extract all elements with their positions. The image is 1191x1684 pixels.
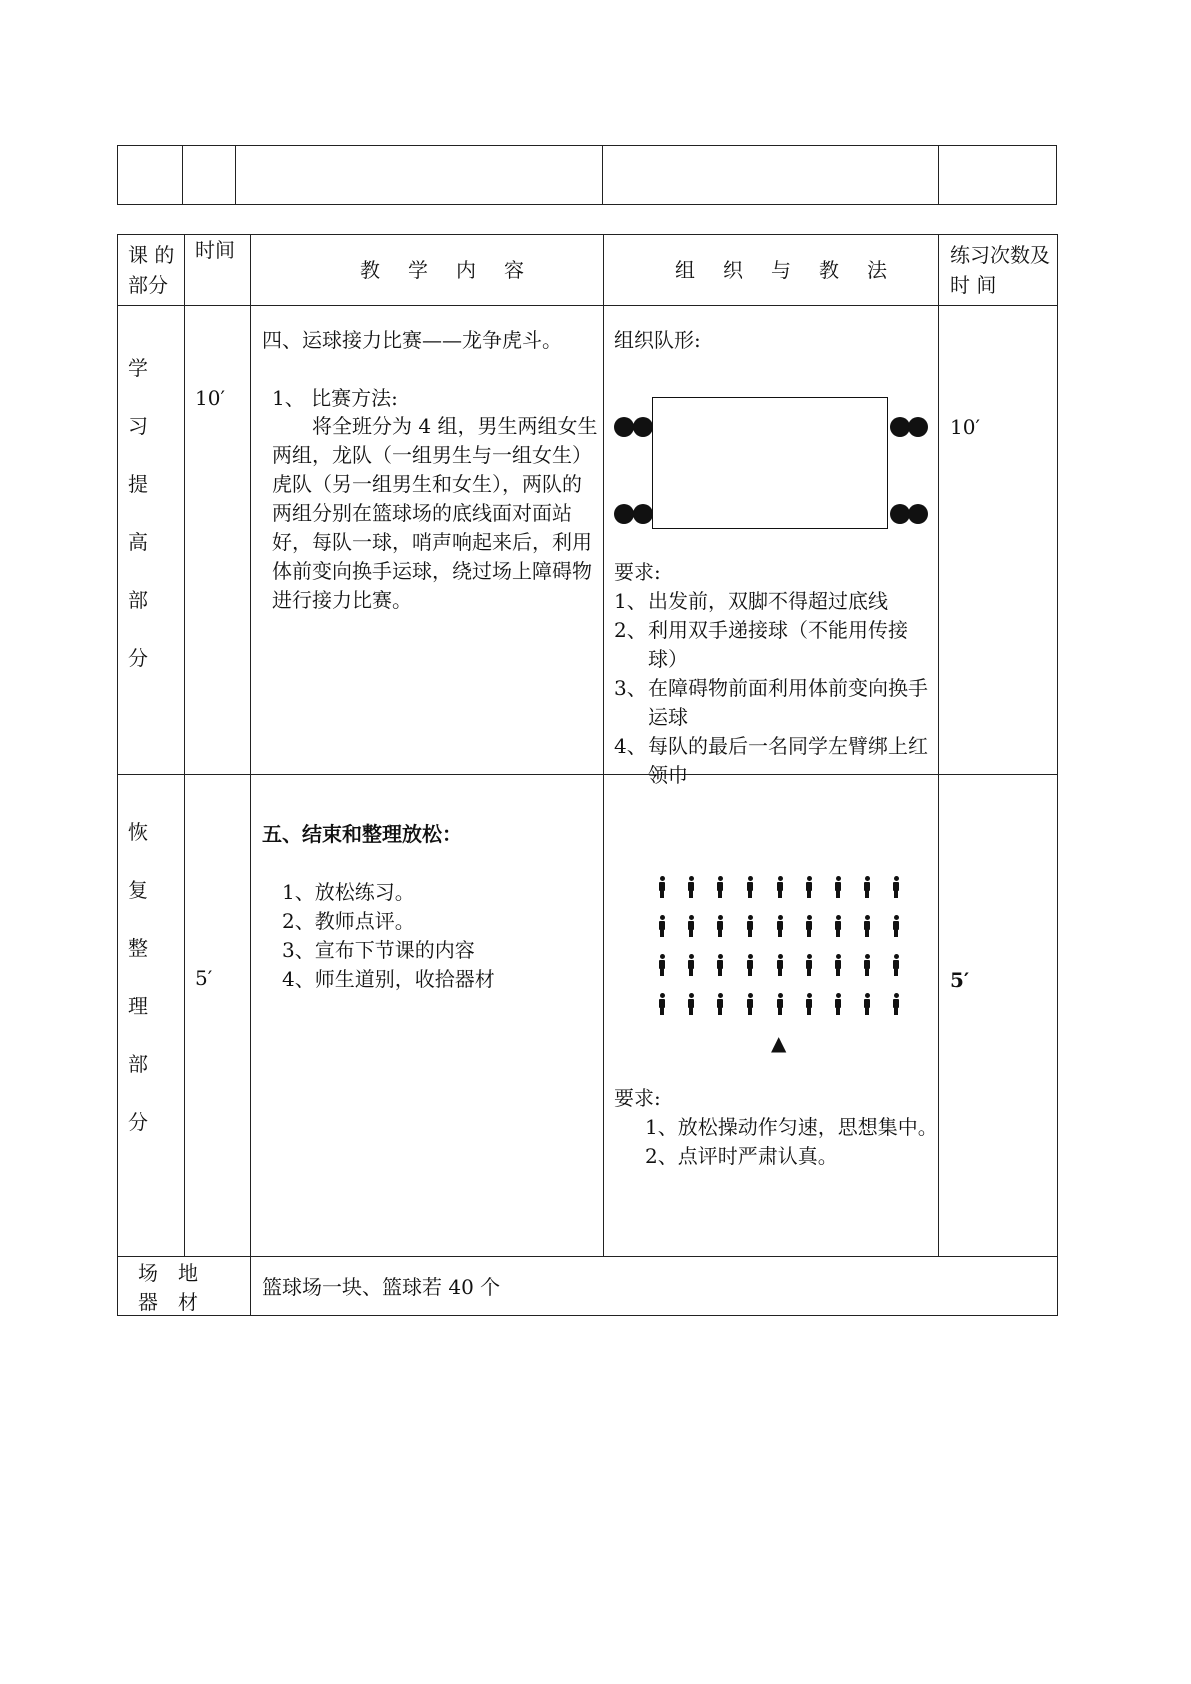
study-method-line: 两组分别在篮球场的底线面对面站 xyxy=(272,501,572,525)
player-dot xyxy=(614,417,634,437)
player-dot xyxy=(890,504,910,524)
student-icon xyxy=(686,915,696,937)
player-dot xyxy=(614,504,634,524)
student-icon xyxy=(862,993,872,1015)
recovery-item: 4、师生道别，收拾器材 xyxy=(282,967,495,991)
study-method-line: 将全班分为 4 组，男生两组女生 xyxy=(312,414,598,438)
student-icon xyxy=(775,915,785,937)
study-req-line: 利用双手递接球（不能用传接 xyxy=(648,618,908,642)
study-method-line: 进行接力比赛。 xyxy=(272,588,412,612)
student-icon xyxy=(715,876,725,898)
student-icon xyxy=(686,954,696,976)
study-method-line: 体前变向换手运球，绕过场上障碍物 xyxy=(272,559,592,583)
student-icon xyxy=(745,915,755,937)
header-time: 时间 xyxy=(195,238,235,262)
student-icon xyxy=(657,993,667,1015)
student-icon xyxy=(891,954,901,976)
study-practice: 10′ xyxy=(950,415,980,439)
recovery-req-label: 要求: xyxy=(614,1086,661,1110)
recovery-req-line: 1、放松操动作匀速，思想集中。 xyxy=(645,1115,938,1139)
student-icon xyxy=(775,993,785,1015)
student-icon xyxy=(657,876,667,898)
study-req-num: 2、 xyxy=(614,618,647,642)
student-icon xyxy=(833,993,843,1015)
student-icon xyxy=(862,915,872,937)
study-time: 10′ xyxy=(195,386,225,410)
student-icon xyxy=(804,876,814,898)
student-icon xyxy=(745,876,755,898)
recovery-content-title: 五、结束和整理放松： xyxy=(262,822,462,846)
recovery-item: 2、教师点评。 xyxy=(282,909,415,933)
study-req-line: 球） xyxy=(648,647,688,671)
student-icon xyxy=(715,954,725,976)
player-dot xyxy=(633,504,653,524)
header-content: 教 学 内 容 xyxy=(360,258,528,282)
header-section: 课 的 部分 xyxy=(128,243,175,297)
study-req-line: 每队的最后一名同学左臂绑上红 xyxy=(648,734,928,758)
student-icon xyxy=(891,993,901,1015)
study-req-line: 在障碍物前面利用体前变向换手 xyxy=(648,676,928,700)
player-dot xyxy=(890,417,910,437)
student-icon xyxy=(775,876,785,898)
student-icon xyxy=(686,876,696,898)
student-icon xyxy=(686,993,696,1015)
study-req-line: 运球 xyxy=(648,705,688,729)
equipment-text: 篮球场一块、篮球若 40 个 xyxy=(262,1275,501,1299)
student-icon xyxy=(891,876,901,898)
student-icon xyxy=(862,876,872,898)
student-icon xyxy=(715,993,725,1015)
student-icon xyxy=(715,915,725,937)
study-req-label: 要求: xyxy=(614,560,661,584)
player-dot xyxy=(633,417,653,437)
student-icon xyxy=(657,915,667,937)
court-rectangle xyxy=(652,397,888,529)
student-icon xyxy=(657,954,667,976)
formation-label: 组织队形: xyxy=(614,328,701,352)
study-req-line: 出发前，双脚不得超过底线 xyxy=(648,589,888,613)
student-icon xyxy=(891,915,901,937)
recovery-item: 3、宣布下节课的内容 xyxy=(282,938,475,962)
recovery-req-line: 2、点评时严肃认真。 xyxy=(645,1144,838,1168)
study-method-line: 好，每队一球，哨声响起来后，利用 xyxy=(272,530,592,554)
student-icon xyxy=(775,954,785,976)
study-req-num: 4、 xyxy=(614,734,647,758)
teacher-triangle-icon: ▲ xyxy=(771,1031,787,1055)
venue-label: 场 地 xyxy=(138,1261,198,1285)
student-icon xyxy=(804,915,814,937)
study-req-line: 领巾 xyxy=(648,763,688,787)
study-method-title: 1、 比赛方法: xyxy=(272,386,398,410)
header-organization: 组 织 与 教 法 xyxy=(675,258,891,282)
study-req-num: 3、 xyxy=(614,676,647,700)
student-icon xyxy=(833,915,843,937)
student-icon xyxy=(833,876,843,898)
student-icon xyxy=(833,954,843,976)
header-practice: 练习次数及 时 间 xyxy=(950,243,1050,297)
student-icon xyxy=(745,993,755,1015)
equipment-label: 器 材 xyxy=(138,1290,198,1314)
student-icon xyxy=(745,954,755,976)
recovery-practice: 5′ xyxy=(950,968,970,992)
study-method-line: 两组，龙队（一组男生与一组女生） xyxy=(272,443,592,467)
student-icon xyxy=(862,954,872,976)
study-req-num: 1、 xyxy=(614,589,647,613)
study-method-line: 虎队（另一组男生和女生），两队的 xyxy=(272,472,582,496)
recovery-item: 1、放松练习。 xyxy=(282,880,415,904)
player-dot xyxy=(908,417,928,437)
student-icon xyxy=(804,954,814,976)
student-icon xyxy=(804,993,814,1015)
study-content-title: 四、运球接力比赛——龙争虎斗。 xyxy=(262,328,562,352)
recovery-time: 5′ xyxy=(195,966,213,990)
player-dot xyxy=(908,504,928,524)
